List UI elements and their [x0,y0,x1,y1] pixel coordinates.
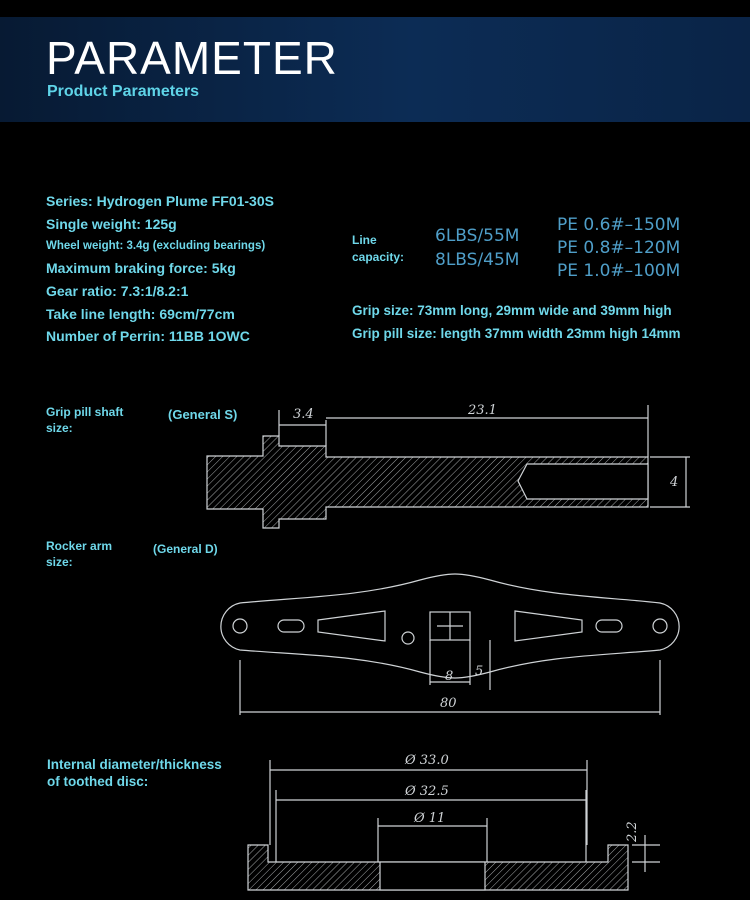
rocker-general: (General D) [153,542,218,556]
page-title: PARAMETER [46,32,338,84]
disc-label-2: of toothed disc: [47,774,149,789]
spec-bearings: Number of Perrin: 11BB 1OWC [46,328,250,344]
rocker-dim-c: 80 [440,696,457,711]
shaft-general: (General S) [168,407,238,422]
mono-capacity-2: 8LBS/45M [435,250,520,270]
shaft-dim-c: 4 [670,475,679,490]
disc-label-1: Internal diameter/thickness [47,757,222,772]
line-capacity-label-2: capacity: [352,250,405,264]
page-subtitle: Product Parameters [47,83,200,100]
shaft-dim-b: 23.1 [468,403,497,418]
disc-dim-c: Ø 11 [414,811,446,826]
grip-size: Grip size: 73mm long, 29mm wide and 39mm high [352,303,672,318]
spec-series: Series: Hydrogen Plume FF01-30S [46,193,274,209]
pe-capacity-2: PE 0.8#–120M [557,238,681,258]
grip-pill-size: Grip pill size: length 37mm width 23mm high 14mm [352,326,681,341]
rocker-dim-a: 8 [445,669,454,684]
spec-single-weight: Single weight: 125g [46,216,177,232]
rocker-drawing [221,574,679,715]
pe-capacity-3: PE 1.0#–100M [557,261,681,281]
pe-capacity-1: PE 0.6#–150M [557,215,681,235]
spec-line-length: Take line length: 69cm/77cm [46,306,235,322]
spec-braking-force: Maximum braking force: 5kg [46,260,236,276]
mono-capacity-1: 6LBS/55M [435,226,520,246]
rocker-label-2: size: [46,555,73,569]
spec-wheel-weight: Wheel weight: 3.4g (excluding bearings) [46,240,266,252]
shaft-dim-a: 3.4 [293,407,314,422]
rocker-dim-b: 5 [475,664,484,679]
shaft-label-1: Grip pill shaft [46,405,124,419]
shaft-label-2: size: [46,421,73,435]
rocker-label-1: Rocker arm [46,539,113,553]
shaft-drawing [207,405,690,528]
disc-drawing [248,760,660,890]
disc-dim-d: 2.2 [625,821,640,842]
disc-dim-b: Ø 32.5 [405,784,449,799]
disc-dim-a: Ø 33.0 [405,753,449,768]
line-capacity-label-1: Line [352,233,377,247]
spec-gear-ratio: Gear ratio: 7.3:1/8.2:1 [46,283,189,299]
